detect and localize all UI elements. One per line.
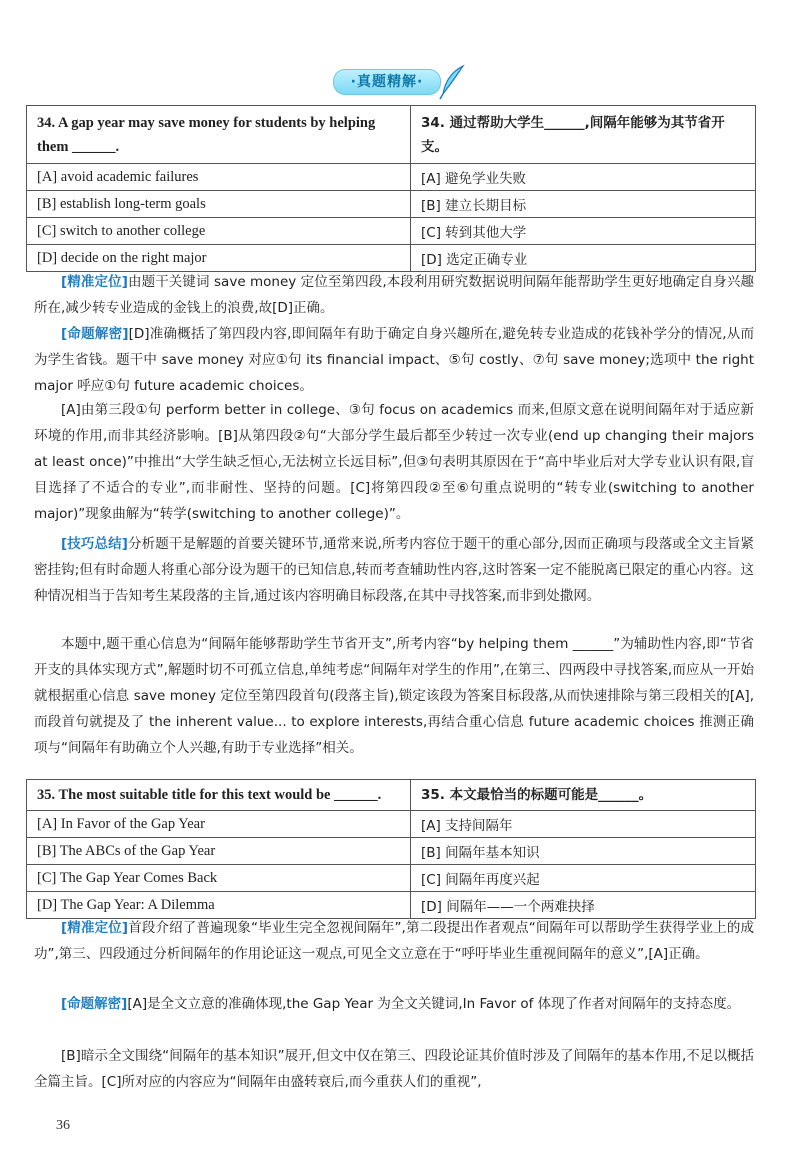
option-zh: [B] 间隔年基本知识 <box>411 838 756 865</box>
section-badge: ·真题精解· <box>333 69 441 95</box>
analysis-paragraph: [A]由第三段①句 perform better in college、③句 focus on academics 而来,但原文意在说明间隔年对于适应新环境的作用,而非其经济影响。[B]从第四段②句“大部分学生最后都至少转过一次专业(end up changing their majors at least once)”中推出“大学生缺乏恒心,无法树立长远目标”,但③句表明其原因在于“高中毕业后对大学专业认识有限,盲目选择了不适合的专业”,而非耐性、坚持的问题。[C]将第四段②至⑥句重点说明的“转专业(switching to another major)”现象曲解为“转学(switching to another college)”。 <box>34 402 754 522</box>
analysis-paragraph: [命题解密][A]是全文立意的准确体现,the Gap Year 为全文关键词,In Favor of 体现了作者对间隔年的支持态度。 <box>61 996 741 1012</box>
table-header-row <box>27 106 756 164</box>
analysis-paragraph: [B]暗示全文围绕“间隔年的基本知识”展开,但文中仅在第三、四段论证其价值时涉及了间隔年的基本作用,不足以概括全篇主旨。[C]所对应的内容应为“间隔年由盛转衰后,而今重获人们的重视”, <box>34 1048 754 1090</box>
q35-english-stem: 35. The most suitable title for this text would be ______. <box>27 780 411 811</box>
analysis-paragraph: [命题解密][D]准确概括了第四段内容,即间隔年有助于确定自身兴趣所在,避免转专业造成的花钱补学分的情况,从而为学生省钱。题干中 save money 对应①句 its financial impact、⑤句 costly、⑦句 save money;选项中 the right major 呼应①句 future academic choices。 <box>34 326 754 394</box>
quill-pen-icon <box>437 64 467 100</box>
page-number: 36 <box>56 1118 70 1133</box>
option-en: [A] In Favor of the Gap Year <box>27 811 411 838</box>
option-zh: [D] 间隔年——一个两难抉择 <box>411 892 756 919</box>
question-34-table <box>26 105 756 272</box>
option-en: [C] The Gap Year Comes Back <box>27 865 411 892</box>
option-en: [C] switch to another college <box>27 218 411 245</box>
analysis-paragraph: [精准定位]由题干关键词 save money 定位至第四段,本段利用研究数据说明间隔年能帮助学生更好地确定自身兴趣所在,减少转专业造成的金钱上的浪费,故[D]正确。 <box>34 274 754 316</box>
table-row <box>27 838 756 865</box>
q35-chinese-stem: 35. 本文最恰当的标题可能是______。 <box>411 780 756 811</box>
option-en: [B] The ABCs of the Gap Year <box>27 838 411 865</box>
question-35-table <box>26 779 756 919</box>
table-row <box>27 245 756 272</box>
option-zh: [C] 间隔年再度兴起 <box>411 865 756 892</box>
option-zh: [B] 建立长期目标 <box>411 191 756 218</box>
table-row <box>27 865 756 892</box>
option-zh: [D] 选定正确专业 <box>411 245 756 272</box>
option-en: [D] decide on the right major <box>27 245 411 272</box>
table-header-row <box>27 780 756 811</box>
option-en: [A] avoid academic failures <box>27 164 411 191</box>
tag-decoding: [命题解密] <box>61 996 128 1012</box>
tag-technique-summary: [技巧总结] <box>61 536 128 552</box>
tag-decoding: [命题解密] <box>61 326 129 342</box>
option-en: [B] establish long-term goals <box>27 191 411 218</box>
analysis-paragraph: [技巧总结]分析题干是解题的首要关键环节,通常来说,所考内容位于题干的重心部分,因而正确项与段落或全文主旨紧密挂钩;但有时命题人将重心部分设为题干的已知信息,转而考查辅助性内容,这时答案一定不能脱离已限定的重心内容。这种情况相当于告知考生某段落的主旨,通过该内容明确目标段落,在其中寻找答案,而非到处撒网。 <box>34 536 754 604</box>
option-zh: [C] 转到其他大学 <box>411 218 756 245</box>
table-row <box>27 191 756 218</box>
q34-english-stem: 34. A gap year may save money for students by helping them ______. <box>27 106 411 164</box>
option-zh: [A] 支持间隔年 <box>411 811 756 838</box>
analysis-paragraph: [精准定位]首段介绍了普遍现象“毕业生完全忽视间隔年”,第二段提出作者观点“间隔年可以帮助学生获得学业上的成功”,第三、四段通过分析间隔年的作用论证这一观点,可见全文立意在于“呼吁毕业生重视间隔年的意义”,[A]正确。 <box>34 920 754 962</box>
table-row <box>27 811 756 838</box>
table-row <box>27 164 756 191</box>
section-header <box>331 64 471 100</box>
option-zh: [A] 避免学业失败 <box>411 164 756 191</box>
table-row <box>27 218 756 245</box>
option-en: [D] The Gap Year: A Dilemma <box>27 892 411 919</box>
analysis-paragraph: 本题中,题干重心信息为“间隔年能够帮助学生节省开支”,所考内容“by helping them ______”为辅助性内容,即“节省开支的具体实现方式”,解题时切不可孤立信息,单纯考虑“间隔年对学生的作用”,在第三、四两段中寻找答案,而应从一开始就根据重心信息 save money 定位至第四段首句(段落主旨),锁定该段为答案目标段落,从而快速排除与第三段相关的[A],而段首句就提及了 the inherent value... to explore interests,再结合重心信息 future academic choices 推测正确项与“间隔年有助确立个人兴趣,有助于专业选择”相关。 <box>34 636 754 756</box>
q34-chinese-stem: 34. 通过帮助大学生______,间隔年能够为其节省开支。 <box>411 106 756 164</box>
tag-precise-location: [精准定位] <box>61 920 129 936</box>
tag-precise-location: [精准定位] <box>61 274 128 290</box>
